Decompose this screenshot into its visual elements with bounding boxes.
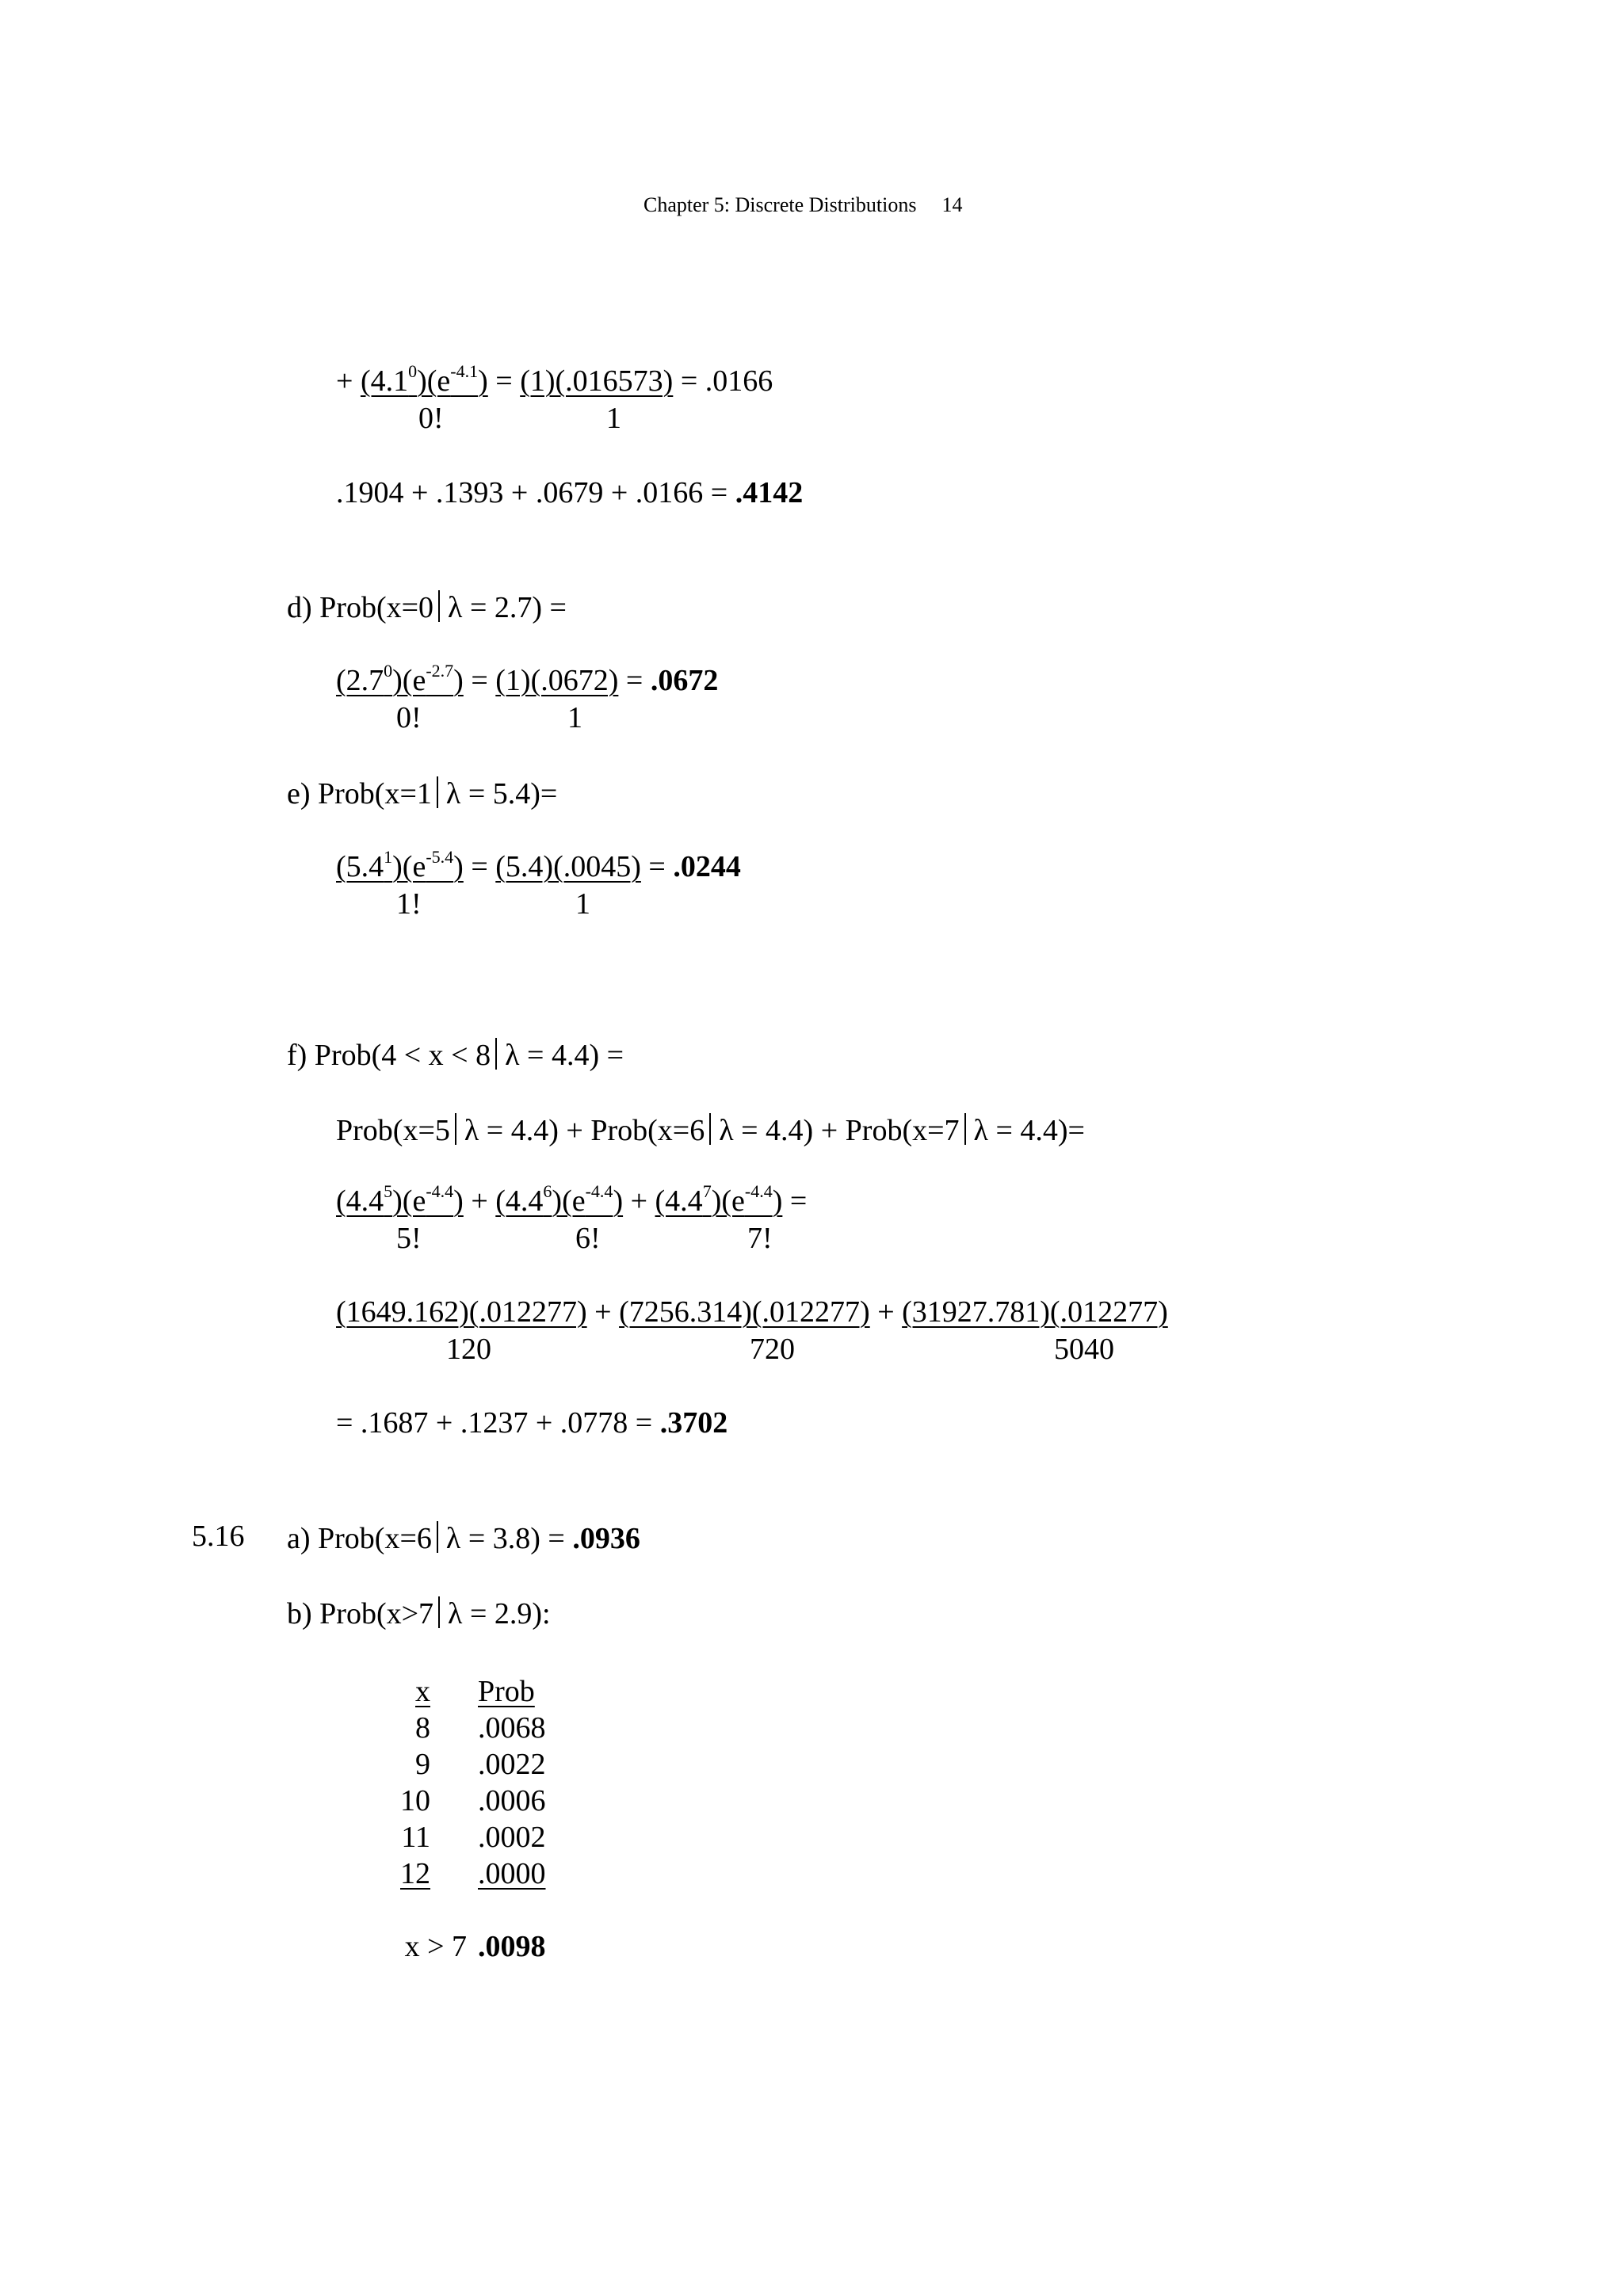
given-bar xyxy=(437,776,438,808)
part-d-cond: λ = 2.7) = xyxy=(448,591,567,624)
num-part: )(e xyxy=(392,850,426,883)
term-numerator xyxy=(495,1181,624,1218)
operator: + xyxy=(623,1184,655,1218)
part-e-denominator-2: 1 xyxy=(575,887,590,921)
total-value: .0098 xyxy=(478,1930,546,1963)
given-bar xyxy=(964,1113,966,1145)
table-spacer-row xyxy=(392,1892,546,1928)
c-sum-text: .1904 + .1393 + .0679 + .0166 = xyxy=(336,476,735,509)
c-sum-result: .4142 xyxy=(735,476,804,509)
num-part: )(e xyxy=(392,1184,426,1218)
num-part: (2.7 xyxy=(336,664,384,697)
cell-x: 11 xyxy=(401,1821,430,1854)
superscript: 5 xyxy=(384,1181,393,1201)
part-a-result: .0936 xyxy=(572,1522,640,1555)
superscript: -4.4 xyxy=(744,1181,773,1201)
cell-prob: .0000 xyxy=(478,1857,546,1890)
superscript: -4.1 xyxy=(450,361,479,381)
spacer xyxy=(430,1710,478,1746)
part-b-cond: λ = 2.9): xyxy=(448,1597,551,1630)
cell-x: 8 xyxy=(415,1711,430,1745)
c-tail-numerator xyxy=(360,361,488,398)
part-a-prob: a) Prob(x=6 xyxy=(287,1522,432,1555)
problem-516-a xyxy=(287,1521,640,1554)
num-part: ) xyxy=(613,1184,624,1218)
operator: + xyxy=(463,1184,496,1218)
page-header xyxy=(643,195,962,215)
part-f-label xyxy=(287,1038,624,1070)
c-tail-numerator-2: (1)(.016573) xyxy=(520,364,674,398)
numeric-numerator: (7256.314)(.012277) xyxy=(619,1295,870,1329)
superscript: -4.4 xyxy=(426,1181,454,1201)
num-part: ) xyxy=(478,364,488,398)
cell-prob: .0022 xyxy=(478,1748,546,1781)
given-bar xyxy=(438,1596,440,1628)
numeric-denominator: 5040 xyxy=(1054,1333,1114,1366)
operator: = xyxy=(782,1184,808,1218)
part-e-numerator-2: (5.4)(.0045) xyxy=(495,850,641,883)
equals: = xyxy=(487,364,521,398)
expand-cond: λ = 4.4) + xyxy=(464,1114,591,1147)
spacer xyxy=(430,1855,478,1892)
problem-516-b xyxy=(287,1596,551,1629)
superscript: 0 xyxy=(408,361,418,381)
part-d-prob: d) Prob(x=0 xyxy=(287,591,434,624)
c-tail-equation xyxy=(336,361,773,398)
num-part: (4.4 xyxy=(336,1184,384,1218)
expand-cond: λ = 4.4) + xyxy=(719,1114,846,1147)
part-d-label xyxy=(287,590,567,623)
table-row xyxy=(392,1746,546,1783)
part-e-denominator-1: 1! xyxy=(396,887,422,921)
given-bar xyxy=(495,1038,497,1070)
num-part: (4.4 xyxy=(495,1184,544,1218)
table-header-row xyxy=(392,1673,546,1710)
part-e-result: .0244 xyxy=(673,850,741,883)
spacer xyxy=(430,1746,478,1783)
chapter-title: Chapter 5: Discrete Distributions xyxy=(643,193,917,216)
part-b-prob: b) Prob(x>7 xyxy=(287,1597,434,1630)
part-d-denominator-2: 1 xyxy=(567,701,582,734)
spacer xyxy=(392,1892,546,1928)
operator: + xyxy=(869,1295,903,1329)
num-part: ) xyxy=(453,1184,464,1218)
problem-number: 5.16 xyxy=(192,1520,245,1553)
equals: = xyxy=(640,850,674,883)
part-e-numerator xyxy=(336,847,464,883)
part-f-final-text: = .1687 + .1237 + .0778 = xyxy=(336,1406,660,1440)
header-prob: Prob xyxy=(478,1675,535,1708)
term-denominator: 7! xyxy=(747,1222,773,1255)
num-part: )(e xyxy=(392,664,426,697)
plus-sign: + xyxy=(336,364,361,398)
superscript: 1 xyxy=(384,847,393,867)
operator: + xyxy=(586,1295,620,1329)
given-bar xyxy=(455,1113,456,1145)
term-denominator: 5! xyxy=(396,1222,422,1255)
numeric-denominator: 720 xyxy=(750,1333,795,1366)
num-part: ) xyxy=(453,850,464,883)
num-part: ) xyxy=(453,664,464,697)
expand-cond: λ = 4.4)= xyxy=(973,1114,1085,1147)
cell-x: 10 xyxy=(400,1784,430,1817)
part-d-numerator xyxy=(336,661,464,697)
superscript: -2.7 xyxy=(426,661,454,681)
part-e-label xyxy=(287,776,557,809)
num-part: (5.4 xyxy=(336,850,384,883)
table-row xyxy=(392,1710,546,1746)
part-f-final-result: .3702 xyxy=(659,1406,728,1440)
part-a-cond: λ = 3.8) = xyxy=(445,1522,573,1555)
given-bar xyxy=(437,1521,438,1553)
spacer xyxy=(430,1783,478,1819)
superscript: -4.4 xyxy=(585,1181,613,1201)
part-f-prob: f) Prob(4 < x < 8 xyxy=(287,1039,491,1072)
cell-prob: .0068 xyxy=(478,1711,546,1745)
table-total-row xyxy=(392,1928,546,1965)
numeric-numerator: (1649.162)(.012277) xyxy=(336,1295,587,1329)
part-f-cond: λ = 4.4) = xyxy=(505,1039,624,1072)
num-part: (4.4 xyxy=(655,1184,703,1218)
numeric-numerator: (31927.781)(.012277) xyxy=(902,1295,1168,1329)
poisson-table xyxy=(392,1673,546,1965)
superscript: 0 xyxy=(384,661,393,681)
c-sum-line xyxy=(336,478,803,508)
term-numerator xyxy=(655,1181,783,1218)
part-f-numerics xyxy=(336,1297,1168,1327)
part-d-result: .0672 xyxy=(650,664,719,697)
expand-prob: Prob(x=6 xyxy=(590,1114,705,1147)
spacer xyxy=(430,1819,478,1855)
term-numerator xyxy=(336,1181,464,1218)
cell-x: 9 xyxy=(415,1748,430,1781)
num-part: )(e xyxy=(417,364,451,398)
given-bar xyxy=(709,1113,711,1145)
num-part: )(e xyxy=(711,1184,745,1218)
part-d-denominator-1: 0! xyxy=(396,701,422,734)
cell-prob: .0002 xyxy=(478,1821,546,1854)
table-row xyxy=(392,1855,546,1892)
table-row xyxy=(392,1783,546,1819)
equals: = xyxy=(463,850,496,883)
cell-prob: .0006 xyxy=(478,1784,546,1817)
c-tail-result: = .0166 xyxy=(673,364,773,398)
part-e-cond: λ = 5.4)= xyxy=(445,777,558,810)
part-d-numerator-2: (1)(.0672) xyxy=(495,664,619,697)
expand-prob: Prob(x=7 xyxy=(845,1114,960,1147)
spacer xyxy=(430,1673,478,1710)
c-tail-denominator-2: 1 xyxy=(606,402,621,435)
num-part: ) xyxy=(772,1184,783,1218)
equals: = xyxy=(618,664,651,697)
part-f-final xyxy=(336,1408,727,1438)
num-part: (4.1 xyxy=(360,364,409,398)
part-f-expansion xyxy=(336,1113,1085,1146)
superscript: 6 xyxy=(543,1181,552,1201)
numeric-denominator: 120 xyxy=(446,1333,491,1366)
page-number: 14 xyxy=(941,193,963,216)
part-e-equation xyxy=(336,847,741,883)
given-bar xyxy=(438,590,440,622)
header-x: x xyxy=(415,1675,430,1708)
part-f-terms xyxy=(336,1181,808,1218)
superscript: 7 xyxy=(702,1181,712,1201)
c-tail-denominator-1: 0! xyxy=(418,402,444,435)
superscript: -5.4 xyxy=(426,847,454,867)
part-e-prob: e) Prob(x=1 xyxy=(287,777,432,810)
term-denominator: 6! xyxy=(575,1222,601,1255)
num-part: )(e xyxy=(552,1184,586,1218)
cell-x: 12 xyxy=(400,1857,430,1890)
part-d-equation xyxy=(336,661,719,697)
total-label: x > 7 xyxy=(404,1930,467,1963)
table-row xyxy=(392,1819,546,1855)
expand-prob: Prob(x=5 xyxy=(336,1114,450,1147)
equals: = xyxy=(463,664,496,697)
